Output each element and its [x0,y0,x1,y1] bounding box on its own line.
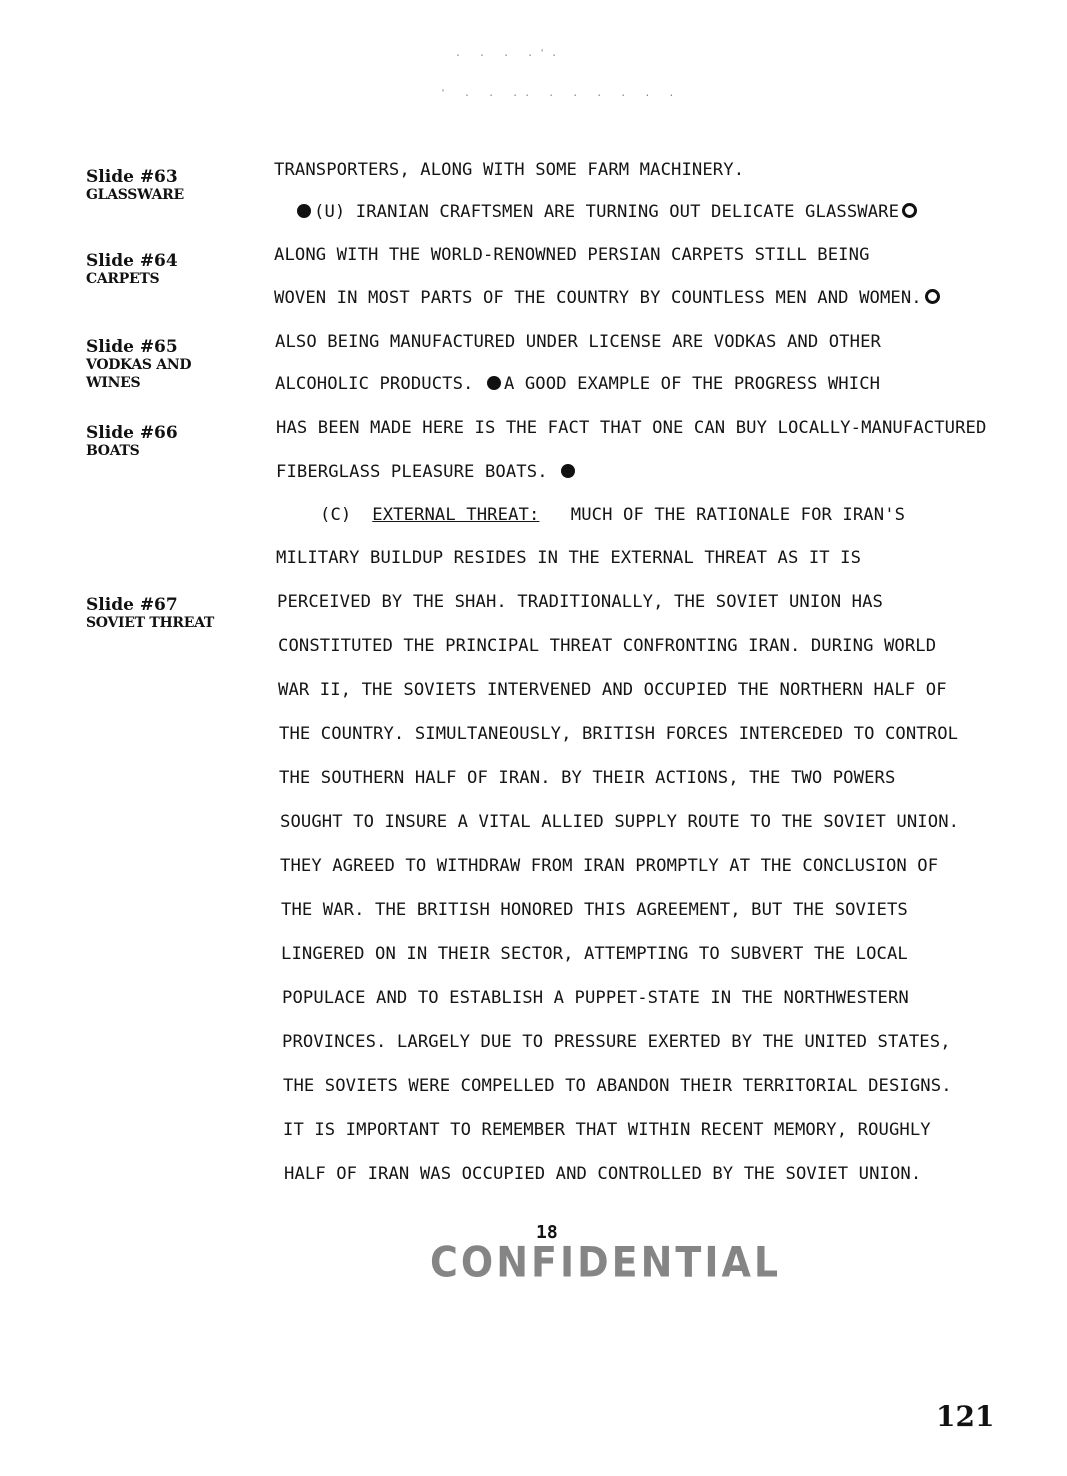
body-line [279,724,958,744]
section-heading: EXTERNAL THREAT: [372,505,540,525]
body-line [275,332,881,352]
line-text: PERCEIVED BY THE SHAH. TRADITIONALLY, THE SOVIET UNION HAS [277,592,883,612]
page-number: 121 [936,1400,995,1433]
body-line [276,462,578,482]
body-line [278,636,936,656]
line-text: (U) IRANIAN CRAFTSMEN ARE TURNING OUT DELICATE GLASSWARE [314,202,900,222]
body-line [278,680,947,700]
slide-topic: GLASSWARE [86,187,184,203]
margin-note-slide-66 [86,424,178,460]
line-text: THE WAR. THE BRITISH HONORED THIS AGREEMENT, BUT THE SOVIETS [281,900,908,920]
line-text: ALSO BEING MANUFACTURED UNDER LICENSE ARE VODKAS AND OTHER [275,332,881,352]
line-text: WOVEN IN MOST PARTS OF THE COUNTRY BY COUNTLESS MEN AND WOMEN. [274,288,922,308]
body-line [280,812,959,832]
line-text: POPULACE AND TO ESTABLISH A PUPPET-STATE IN THE NORTHWESTERN [282,988,909,1008]
slide-label: Slide #63 [86,167,178,187]
body-line [277,592,883,612]
line-text: A GOOD EXAMPLE OF THE PROGRESS WHICH [503,374,881,394]
body-line [294,202,920,222]
body-line [282,988,909,1008]
slide-topic: VODKAS AND [86,357,192,373]
line-text: ALCOHOLIC PRODUCTS. [275,374,474,394]
line-text: THE COUNTRY. SIMULTANEOUSLY, BRITISH FORCES INTERCEDED TO CONTROL [279,724,959,744]
scan-smudge: . . . .'. [455,48,564,59]
line-text: MILITARY BUILDUP RESIDES IN THE EXTERNAL THREAT AS IT IS [276,548,862,568]
body-line [283,1076,952,1096]
slide-topic-continued: WINES [86,375,141,391]
line-text: THE SOUTHERN HALF OF IRAN. BY THEIR ACTIONS, THE TWO POWERS [279,768,896,788]
body-line [280,856,938,876]
margin-note-slide-65 [86,338,191,392]
line-text: PROVINCES. LARGELY DUE TO PRESSURE EXERTED BY THE UNITED STATES, [282,1032,951,1052]
line-text: HAS BEEN MADE HERE IS THE FACT THAT ONE CAN BUY LOCALLY-MANUFACTURED [276,418,987,438]
slide-marker-icon [902,203,917,218]
body-line [276,548,861,568]
body-line [282,1032,951,1052]
line-text: FIBERGLASS PLEASURE BOATS. [276,462,548,482]
line-text: IT IS IMPORTANT TO REMEMBER THAT WITHIN RECENT MEMORY, ROUGHLY [283,1120,931,1140]
inner-page-number: 18 [536,1222,558,1243]
slide-topic: CARPETS [86,271,160,287]
line-text: SOUGHT TO INSURE A VITAL ALLIED SUPPLY ROUTE TO THE SOVIET UNION. [280,812,960,832]
line-text: LINGERED ON IN THEIR SECTOR, ATTEMPTING TO SUBVERT THE LOCAL [281,944,908,964]
body-line [281,900,908,920]
body-line [274,288,943,308]
slide-topic: SOVIET THREAT [86,615,214,631]
line-text: MUCH OF THE RATIONALE FOR IRAN'S [570,505,906,525]
slide-topic: BOATS [86,443,140,459]
slide-label: Slide #66 [86,423,178,443]
slide-marker-icon [297,204,311,218]
scan-smudge: ' . . .. . . . . . . [440,88,681,99]
body-line [274,160,744,180]
slide-marker-icon [487,376,501,390]
slide-label: Slide #65 [86,337,178,357]
line-text: THEY AGREED TO WITHDRAW FROM IRAN PROMPTLY AT THE CONCLUSION OF [280,856,939,876]
body-line [274,245,870,265]
margin-note-slide-63 [86,168,184,204]
line-text: ALONG WITH THE WORLD-RENOWNED PERSIAN CARPETS STILL BEING [274,245,870,265]
line-text: THE SOVIETS WERE COMPELLED TO ABANDON THEIR TERRITORIAL DESIGNS. [283,1076,952,1096]
slide-marker-icon [561,464,575,478]
body-line [283,1120,931,1140]
slide-label: Slide #64 [86,251,178,271]
slide-label: Slide #67 [86,595,178,615]
body-line [281,944,908,964]
line-text: HALF OF IRAN WAS OCCUPIED AND CONTROLLED BY THE SOVIET UNION. [284,1164,922,1184]
body-line [320,505,905,525]
slide-marker-icon [925,289,940,304]
body-line [279,768,895,788]
line-text: CONSTITUTED THE PRINCIPAL THREAT CONFRONTING IRAN. DURING WORLD [278,636,937,656]
body-line [284,1164,921,1184]
margin-note-slide-67 [86,596,214,632]
line-text: TRANSPORTERS, ALONG WITH SOME FARM MACHINERY. [274,160,745,180]
classification-stamp: CONFIDENTIAL [430,1237,782,1287]
line-text: (C) [320,505,352,525]
body-line [275,374,880,394]
body-line [276,418,986,438]
margin-note-slide-64 [86,252,178,288]
line-text: WAR II, THE SOVIETS INTERVENED AND OCCUPIED THE NORTHERN HALF OF [278,680,947,700]
